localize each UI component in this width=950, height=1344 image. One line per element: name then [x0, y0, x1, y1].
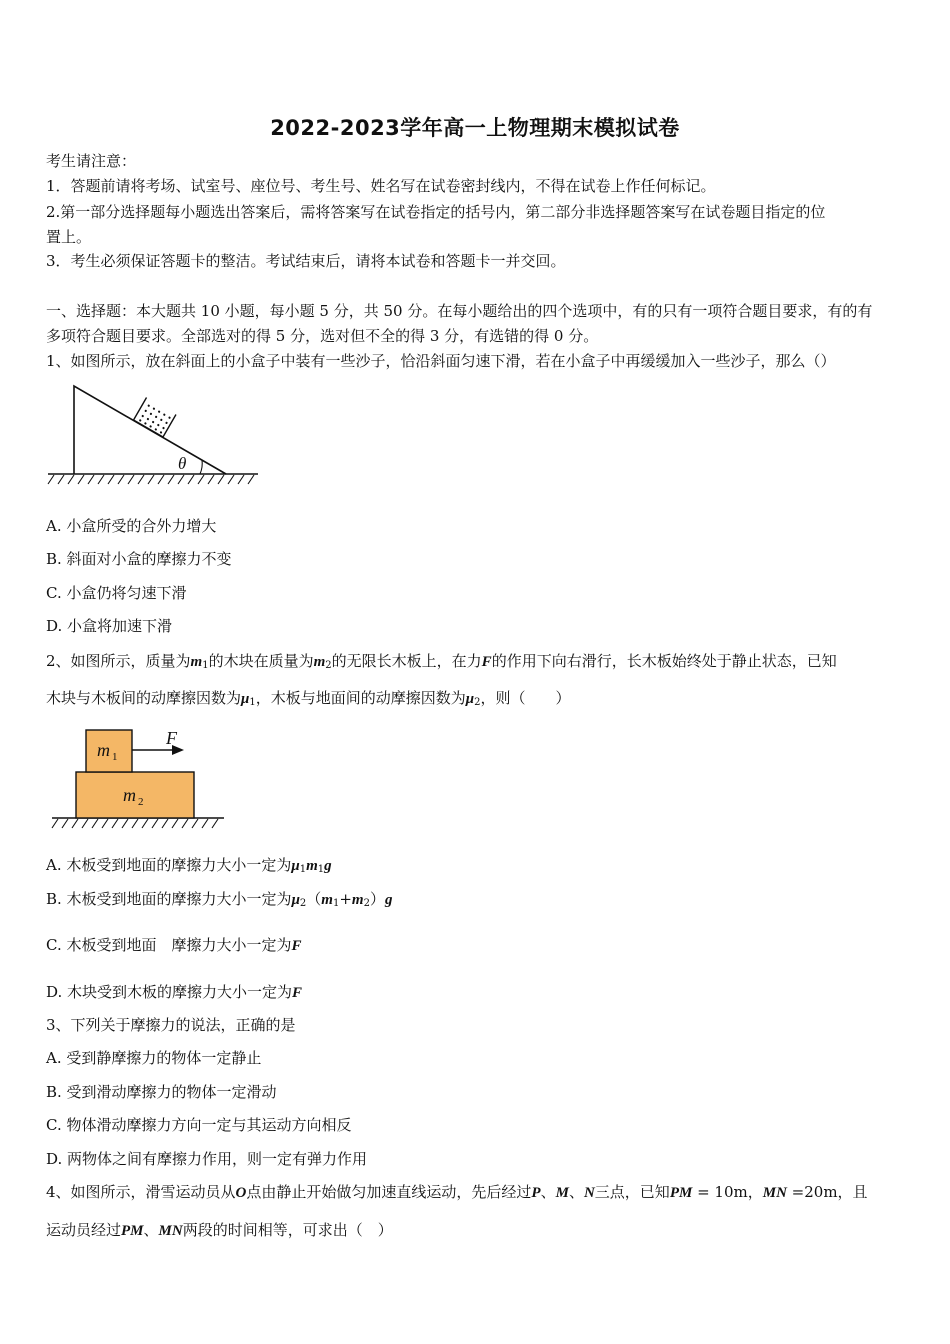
- option-a: A. 小盒所受的合外力增大: [46, 517, 217, 535]
- option-d: D. 木块受到木板的摩擦力大小一定为F: [46, 983, 303, 1001]
- question-4-stem: 4、如图所示，滑雪运动员从O点由静止开始做匀加速直线运动，先后经过P、M、N三点，已知PM = 10m，MN =20m，且: [46, 1183, 868, 1201]
- svg-text:m: m: [123, 785, 136, 805]
- option-d: D. 两物体之间有摩擦力作用，则一定有弹力作用: [46, 1150, 368, 1168]
- option-c: C. 木板受到地面 摩擦力大小一定为F: [46, 936, 302, 954]
- angle-theta-label: θ: [178, 454, 187, 473]
- option-a: A. 受到静摩擦力的物体一定静止: [46, 1049, 262, 1067]
- svg-text:1: 1: [112, 751, 118, 763]
- notice-item: 1．答题前请将考场、试室号、座位号、考生号、姓名写在试卷密封线内，不得在试卷上作任何标记。: [46, 177, 716, 195]
- question-2-stem: 2、如图所示，质量为$m_1$的木块在质量为$m_2$的无限长木板上，在力F的作用下向右滑行，长木板始终处于静止状态，已知: [46, 652, 837, 671]
- notice-item: 3．考生必须保证答题卡的整洁。考试结束后，请将本试卷和答题卡一并交回。: [46, 252, 566, 270]
- option-b: B. 木板受到地面的摩擦力大小一定为$\mu_2(m_1+m_2)g$: [46, 890, 393, 909]
- option-a: A. 木板受到地面的摩擦力大小一定为$\mu_1m_1g$: [46, 856, 332, 875]
- section-heading: 多项符合题目要求。全部选对的得 5 分，选对但不全的得 3 分，有选错的得 0 分。: [46, 327, 599, 345]
- option-c: C. 小盒仍将匀速下滑: [46, 584, 187, 602]
- option-b: B. 受到滑动摩擦力的物体一定滑动: [46, 1083, 277, 1101]
- question-4-stem-cont: 运动员经过PM、MN两段的时间相等，可求出（ ）: [46, 1221, 393, 1239]
- notice-item: 置上。: [46, 228, 92, 246]
- question-3-stem: 3、下列关于摩擦力的说法，正确的是: [46, 1016, 296, 1034]
- blocks-figure: [48, 724, 228, 830]
- notice-heading: 考生请注意：: [46, 152, 137, 170]
- question-1-stem: 1、如图所示，放在斜面上的小盒子中装有一些沙子，恰沿斜面匀速下滑，若在小盒子中再缓缓加入一些沙子，那么（）: [46, 352, 836, 370]
- svg-text:F: F: [166, 728, 177, 748]
- svg-text:2: 2: [138, 796, 144, 808]
- page-title: 2022-2023学年高一上物理期末模拟试卷: [270, 116, 680, 140]
- question-2-stem-cont: 木块与木板间的动摩擦因数为$\mu_1$，木板与地面间的动摩擦因数为$\mu_2$，则（ ）: [46, 689, 571, 708]
- svg-text:m: m: [97, 740, 110, 760]
- section-heading: 一、选择题：本大题共 10 小题，每小题 5 分，共 50 分。在每小题给出的四个选项中，有的只有一项符合题目要求，有的有: [46, 302, 873, 320]
- incline-figure: [46, 383, 262, 489]
- option-c: C. 物体滑动摩擦力方向一定与其运动方向相反: [46, 1116, 352, 1134]
- notice-item: 2.第一部分选择题每小题选出答案后，需将答案写在试卷指定的括号内，第二部分非选择题答案写在试卷题目指定的位: [46, 203, 826, 221]
- option-b: B. 斜面对小盒的摩擦力不变: [46, 550, 232, 568]
- option-d: D. 小盒将加速下滑: [46, 617, 173, 635]
